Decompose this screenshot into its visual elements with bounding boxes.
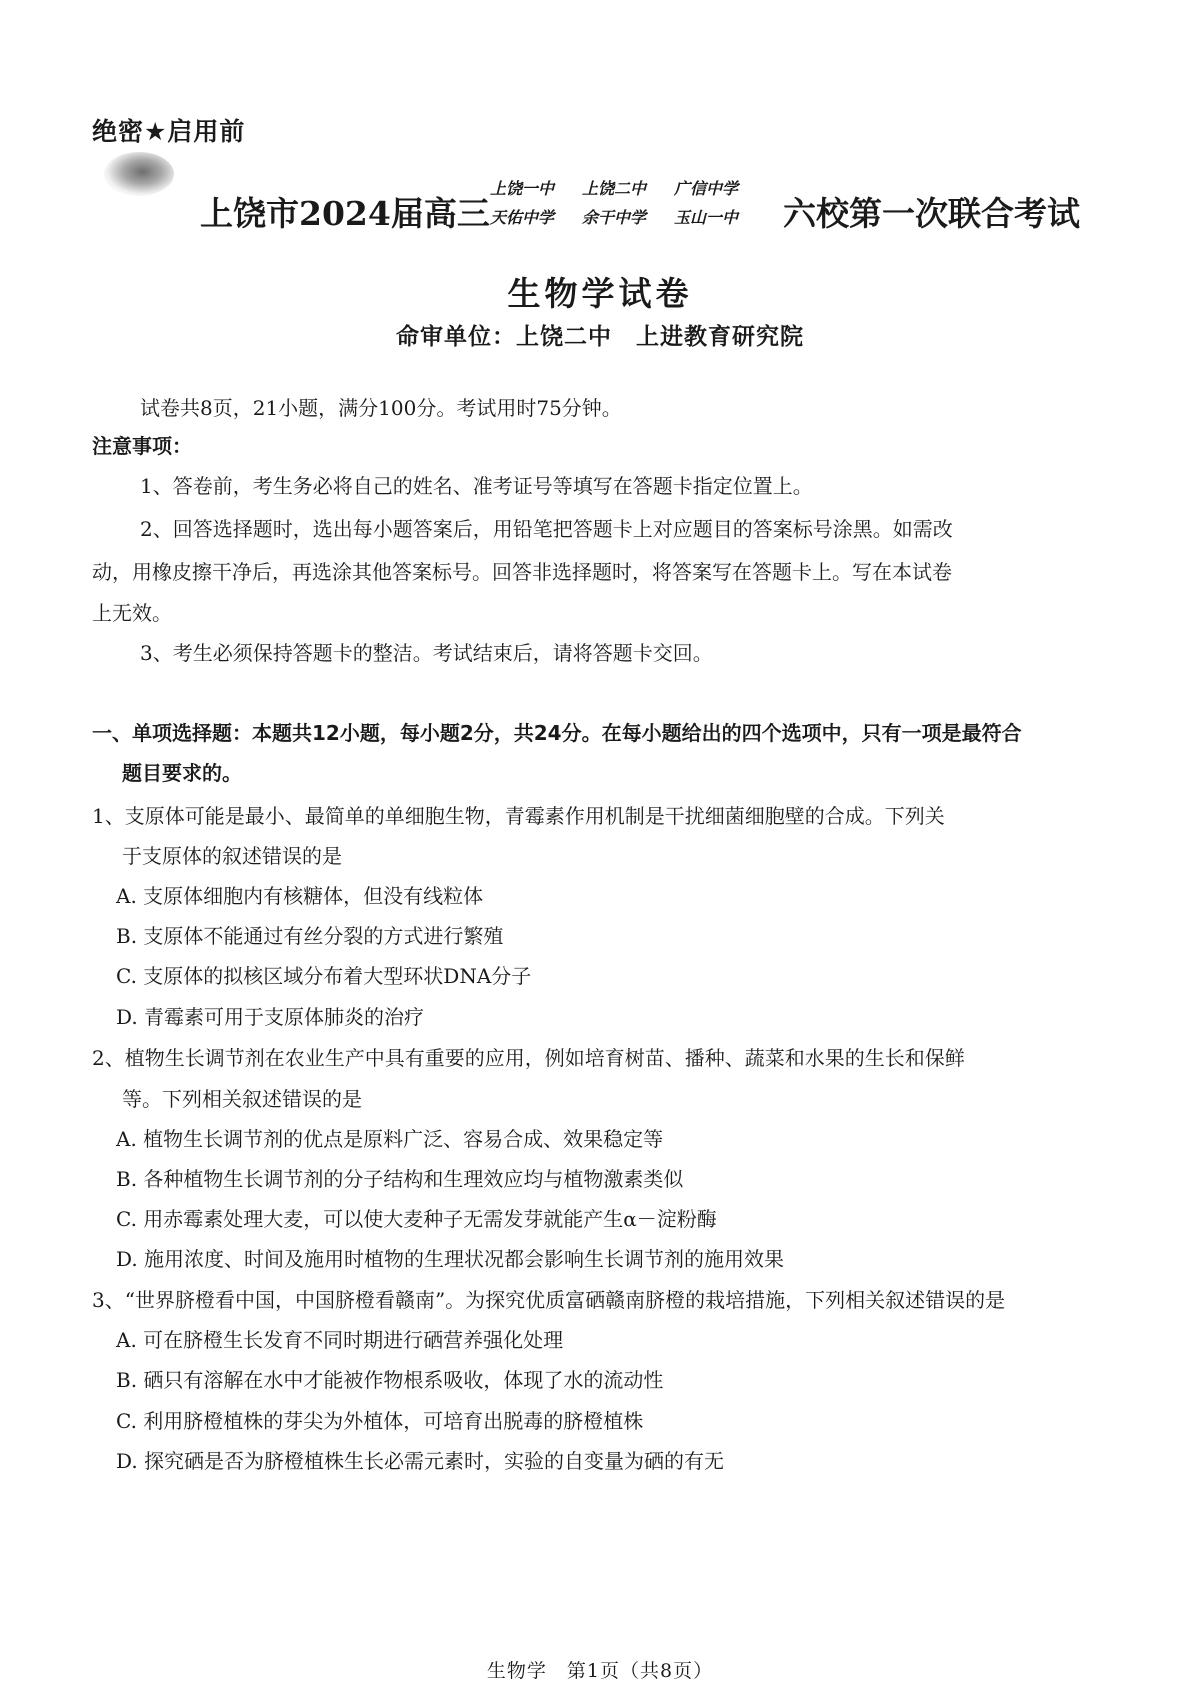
question-2-option-c: C. 用赤霉素处理大麦，可以使大麦种子无需发芽就能产生α－淀粉酶	[116, 1207, 717, 1231]
question-2-option-d: D. 施用浓度、时间及施用时植物的生理状况都会影响生长调节剂的施用效果	[116, 1247, 785, 1271]
notice-item-1: 1、答卷前，考生务必将自己的姓名、准考证号等填写在答题卡指定位置上。	[140, 474, 813, 498]
question-1-option-d: D. 青霉素可用于支原体肺炎的治疗	[116, 1005, 425, 1029]
notice-heading: 注意事项：	[92, 434, 192, 458]
title-suffix: 六校第一次联合考试	[783, 194, 1080, 233]
notice-item-2-line-1: 2、回答选择题时，选出每小题答案后，用铅笔把答题卡上对应题目的答案标号涂黑。如需改	[140, 517, 953, 541]
school-name: 上饶一中	[490, 179, 555, 198]
question-1-option-c: C. 支原体的拟核区域分布着大型环状DNA分子	[116, 964, 532, 988]
question-2-option-b: B. 各种植物生长调节剂的分子结构和生理效应均与植物激素类似	[116, 1167, 684, 1191]
question-1-option-a: A. 支原体细胞内有核糖体，但没有线粒体	[116, 884, 484, 908]
question-1-stem-line-2: 于支原体的叙述错误的是	[122, 844, 342, 868]
school-list	[490, 176, 780, 234]
notice-item-3: 3、考生必须保持答题卡的整洁。考试结束后，请将答题卡交回。	[140, 641, 713, 665]
question-2-stem-line-1: 2、植物生长调节剂在农业生产中具有重要的应用，例如培育树苗、播种、蔬菜和水果的生长和保鲜	[92, 1046, 965, 1070]
school-name: 上饶二中	[582, 179, 647, 198]
school-name: 余干中学	[582, 208, 647, 227]
question-3-option-c: C. 利用脐橙植株的芽尖为外植体，可培育出脱毒的脐橙植株	[116, 1409, 644, 1433]
question-3-stem: 3、“世界脐橙看中国，中国脐橙看赣南”。为探究优质富硒赣南脐橙的栽培措施，下列相关叙述错误的是	[92, 1288, 1006, 1312]
question-2-option-a: A. 植物生长调节剂的优点是原料广泛、容易合成、效果稳定等	[116, 1127, 664, 1151]
scan-smudge	[104, 152, 174, 196]
section-heading-line-1: 一、单项选择题：本题共12小题，每小题2分，共24分。在每小题给出的四个选项中，只有一项是最符合	[92, 721, 1022, 745]
school-name: 玉山一中	[674, 208, 739, 227]
exam-title	[200, 172, 1080, 238]
question-3-option-a: A. 可在脐橙生长发育不同时期进行硒营养强化处理	[116, 1328, 564, 1352]
school-name: 天佑中学	[490, 208, 555, 227]
page-footer: 生物学 第1页（共8页）	[486, 1660, 714, 1682]
question-1-stem-line-1: 1、支原体可能是最小、最简单的单细胞生物，青霉素作用机制是干扰细菌细胞壁的合成。下列关	[92, 804, 945, 828]
notice-item-2-line-3: 上无效。	[92, 601, 172, 625]
school-name: 广信中学	[674, 179, 739, 198]
exam-info: 试卷共8页，21小题，满分100分。考试用时75分钟。	[140, 396, 622, 420]
question-1-option-b: B. 支原体不能通过有丝分裂的方式进行繁殖	[116, 924, 504, 948]
question-3-option-d: D. 探究硒是否为脐橙植株生长必需元素时，实验的自变量为硒的有无	[116, 1449, 725, 1473]
question-3-option-b: B. 硒只有溶解在水中才能被作物根系吸收，体现了水的流动性	[116, 1368, 664, 1392]
title-prefix: 上饶市2024届高三	[200, 194, 490, 233]
question-2-stem-line-2: 等。下列相关叙述错误的是	[122, 1087, 362, 1111]
secret-mark: 绝密★启用前	[92, 117, 246, 146]
notice-item-2-line-2: 动，用橡皮擦干净后，再选涂其他答案标号。回答非选择题时，将答案写在答题卡上。写在本试卷	[92, 560, 952, 584]
section-heading-line-2: 题目要求的。	[122, 761, 242, 785]
subject-title: 生物学试卷	[507, 274, 693, 313]
setter-unit: 命审单位：上饶二中 上进教育研究院	[396, 323, 804, 350]
